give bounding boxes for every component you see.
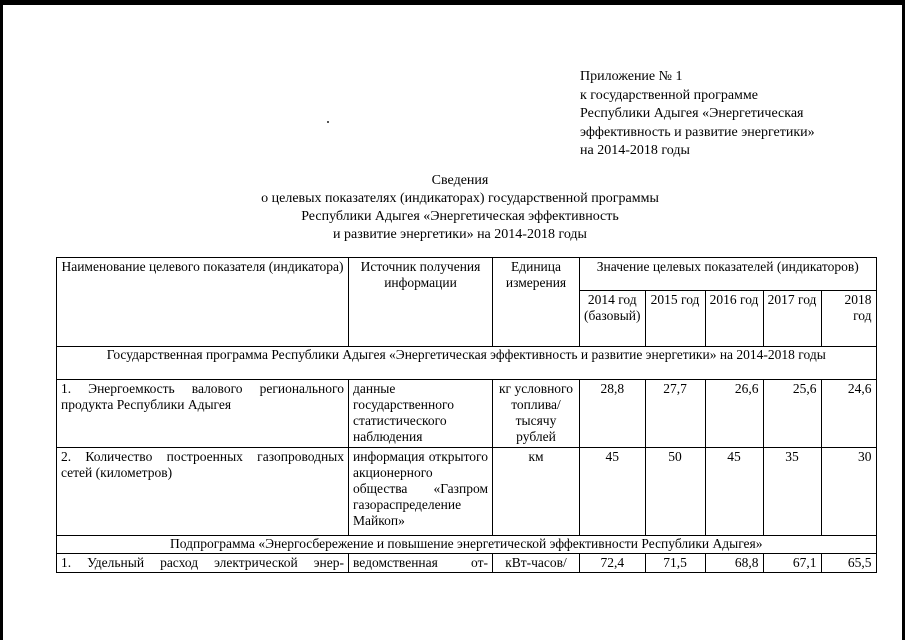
cell-value-2018: 65,5 xyxy=(821,554,876,573)
cell-value-2015: 50 xyxy=(645,448,705,536)
cell-value-2018: 30 xyxy=(821,448,876,536)
title-line: Республики Адыгея «Энергетическая эффективность xyxy=(301,209,619,224)
appendix-line: эффективность и развитие энергетики» xyxy=(580,124,815,140)
header-source: Источник получения информации xyxy=(349,258,493,347)
scan-border-left xyxy=(0,0,3,640)
header-year-2017: 2017 год xyxy=(763,291,821,347)
cell-indicator-name: 1. Энергоемкость валового регионального продукта Республики Адыгея xyxy=(57,380,349,448)
header-year-2018: 2018 год xyxy=(821,291,876,347)
cell-unit: кг условного топлива/ тысячу рублей xyxy=(493,380,580,448)
cell-value-2014: 45 xyxy=(580,448,646,536)
cell-value-2018: 24,6 xyxy=(821,380,876,448)
header-year-2015: 2015 год xyxy=(645,291,705,347)
cell-value-2017: 67,1 xyxy=(763,554,821,573)
indicators-table xyxy=(56,257,877,573)
header-year-2014: 2014 год (базовый) xyxy=(580,291,646,347)
title-line: Сведения xyxy=(431,173,489,188)
cell-source: ведомственная от- xyxy=(349,554,493,573)
cell-unit: кВт-часов/ xyxy=(493,554,580,573)
cell-value-2016: 26,6 xyxy=(705,380,763,448)
scan-speck xyxy=(327,121,329,123)
section-program: Государственная программа Республики Адыгея «Энергетическая эффективность и развитие энергетики» на 2014-2018 годы xyxy=(57,347,877,380)
title-line: и развитие энергетики» на 2014-2018 годы xyxy=(333,227,587,242)
cell-indicator-name: 1. Удельный расход электрической энер- xyxy=(57,554,349,573)
cell-value-2016: 45 xyxy=(705,448,763,536)
appendix-line: на 2014-2018 годы xyxy=(580,143,690,158)
cell-value-2017: 25,6 xyxy=(763,380,821,448)
appendix-line: Республики Адыгея «Энергетическая xyxy=(580,106,804,121)
cell-value-2014: 72,4 xyxy=(580,554,646,573)
section-subprogram: Подпрограмма «Энергосбережение и повышение энергетической эффективности Республики Адыгея» xyxy=(57,536,877,554)
cell-value-2016: 68,8 xyxy=(705,554,763,573)
table-row xyxy=(57,448,877,536)
cell-source: данные государственного статистического наблюдения xyxy=(349,380,493,448)
cell-value-2014: 28,8 xyxy=(580,380,646,448)
cell-source: информация открытого акционерного общества «Газпром газораспределение Майкоп» xyxy=(349,448,493,536)
header-unit: Единица измерения xyxy=(493,258,580,347)
table-row xyxy=(57,380,877,448)
cell-value-2015: 27,7 xyxy=(645,380,705,448)
document-title xyxy=(180,172,740,244)
header-indicator-name: Наименование целевого показателя (индикатора) xyxy=(57,258,349,347)
appendix-line: к государственной программе xyxy=(580,87,758,103)
table-row xyxy=(57,554,877,573)
appendix-note xyxy=(580,68,815,161)
cell-value-2017: 35 xyxy=(763,448,821,536)
cell-unit: км xyxy=(493,448,580,536)
header-values: Значение целевых показателей (индикаторов) xyxy=(580,258,877,291)
title-line: о целевых показателях (индикаторах) государственной программы xyxy=(261,191,659,206)
cell-indicator-name: 2. Количество построенных газопроводных сетей (километров) xyxy=(57,448,349,536)
cell-value-2015: 71,5 xyxy=(645,554,705,573)
appendix-line: Приложение № 1 xyxy=(580,69,683,84)
scan-border-top xyxy=(0,0,905,5)
header-year-2016: 2016 год xyxy=(705,291,763,347)
